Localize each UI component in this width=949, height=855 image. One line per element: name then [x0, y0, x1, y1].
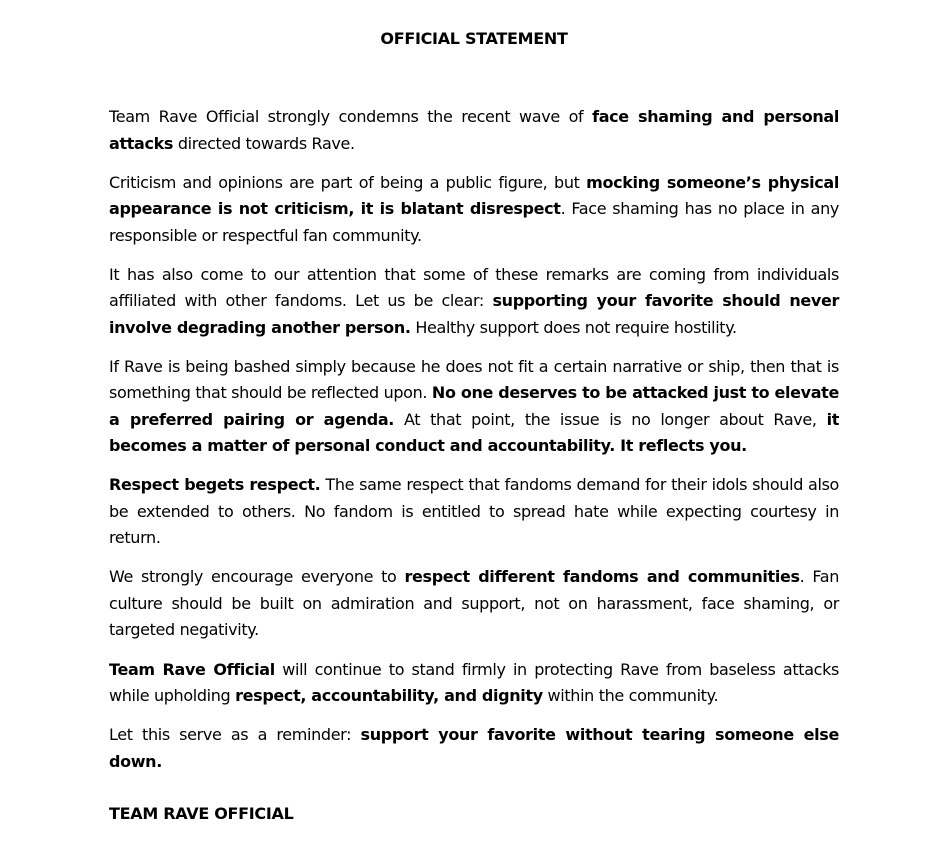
- signature: TEAM RAVE OFFICIAL: [109, 804, 294, 823]
- emphasis-text: support your favorite without tearing someone else down.: [109, 725, 839, 771]
- emphasis-text: Team Rave Official: [109, 659, 275, 679]
- body-text: At that point, the issue is no longer about Rave,: [394, 409, 827, 429]
- emphasis-text: respect, accountability, and dignity: [235, 686, 543, 706]
- body-text: . Face shaming has no place in any responsible or respectful fan community.: [109, 199, 839, 245]
- emphasis-text: respect different fandoms and communities: [404, 567, 800, 587]
- emphasis-text: No one deserves to be attacked just to elevate a preferred pairing or agenda.: [109, 383, 839, 429]
- emphasis-text: face shaming and personal attacks: [109, 107, 839, 153]
- body-text: Team Rave Official strongly condemns the recent wave of: [109, 107, 593, 126]
- body-text: directed towards Rave.: [173, 133, 355, 153]
- paragraph-6: [109, 564, 839, 644]
- paragraph-7: [109, 657, 839, 710]
- body-text: will continue to stand firmly in protecting Rave from baseless attacks while upholding: [109, 659, 840, 706]
- body-text: If Rave is being bashed simply because he does not fit a certain narrative or ship, then that is something that should be reflected upon.: [109, 356, 839, 403]
- emphasis-text: supporting your favorite should never involve degrading another person.: [109, 291, 840, 337]
- body-text: . Fan culture should be built on admiration and support, not on harassment, face shaming, or targeted negativity.: [109, 567, 839, 640]
- paragraph-3: [109, 262, 839, 342]
- statement-body: [109, 104, 839, 788]
- paragraph-8: [109, 722, 839, 775]
- paragraph-5: [109, 472, 839, 552]
- paragraph-4: [109, 354, 839, 460]
- body-text: It has also come to our attention that some of these remarks are coming from individuals affiliated with other fandoms. Let us be clear:: [109, 264, 839, 311]
- body-text: within the community.: [542, 686, 719, 706]
- emphasis-text: it becomes a matter of personal conduct and accountability. It reflects you.: [109, 409, 839, 456]
- document-title: OFFICIAL STATEMENT: [380, 29, 568, 48]
- body-text: Healthy support does not require hostility.: [410, 317, 737, 337]
- paragraph-1: [109, 104, 839, 157]
- emphasis-text: mocking someone’s physical appearance is not criticism, it is blatant disrespect: [109, 172, 839, 219]
- body-text: The same respect that fandoms demand for their idols should also be extended to others. No fandom is entitled to spread hate while expecting courtesy in return.: [109, 475, 839, 548]
- body-text: We strongly encourage everyone to: [109, 567, 405, 587]
- emphasis-text: Respect begets respect.: [109, 475, 321, 495]
- body-text: Criticism and opinions are part of being a public figure, but: [109, 172, 587, 192]
- paragraph-2: [109, 170, 839, 250]
- body-text: Let this serve as a reminder:: [109, 725, 361, 745]
